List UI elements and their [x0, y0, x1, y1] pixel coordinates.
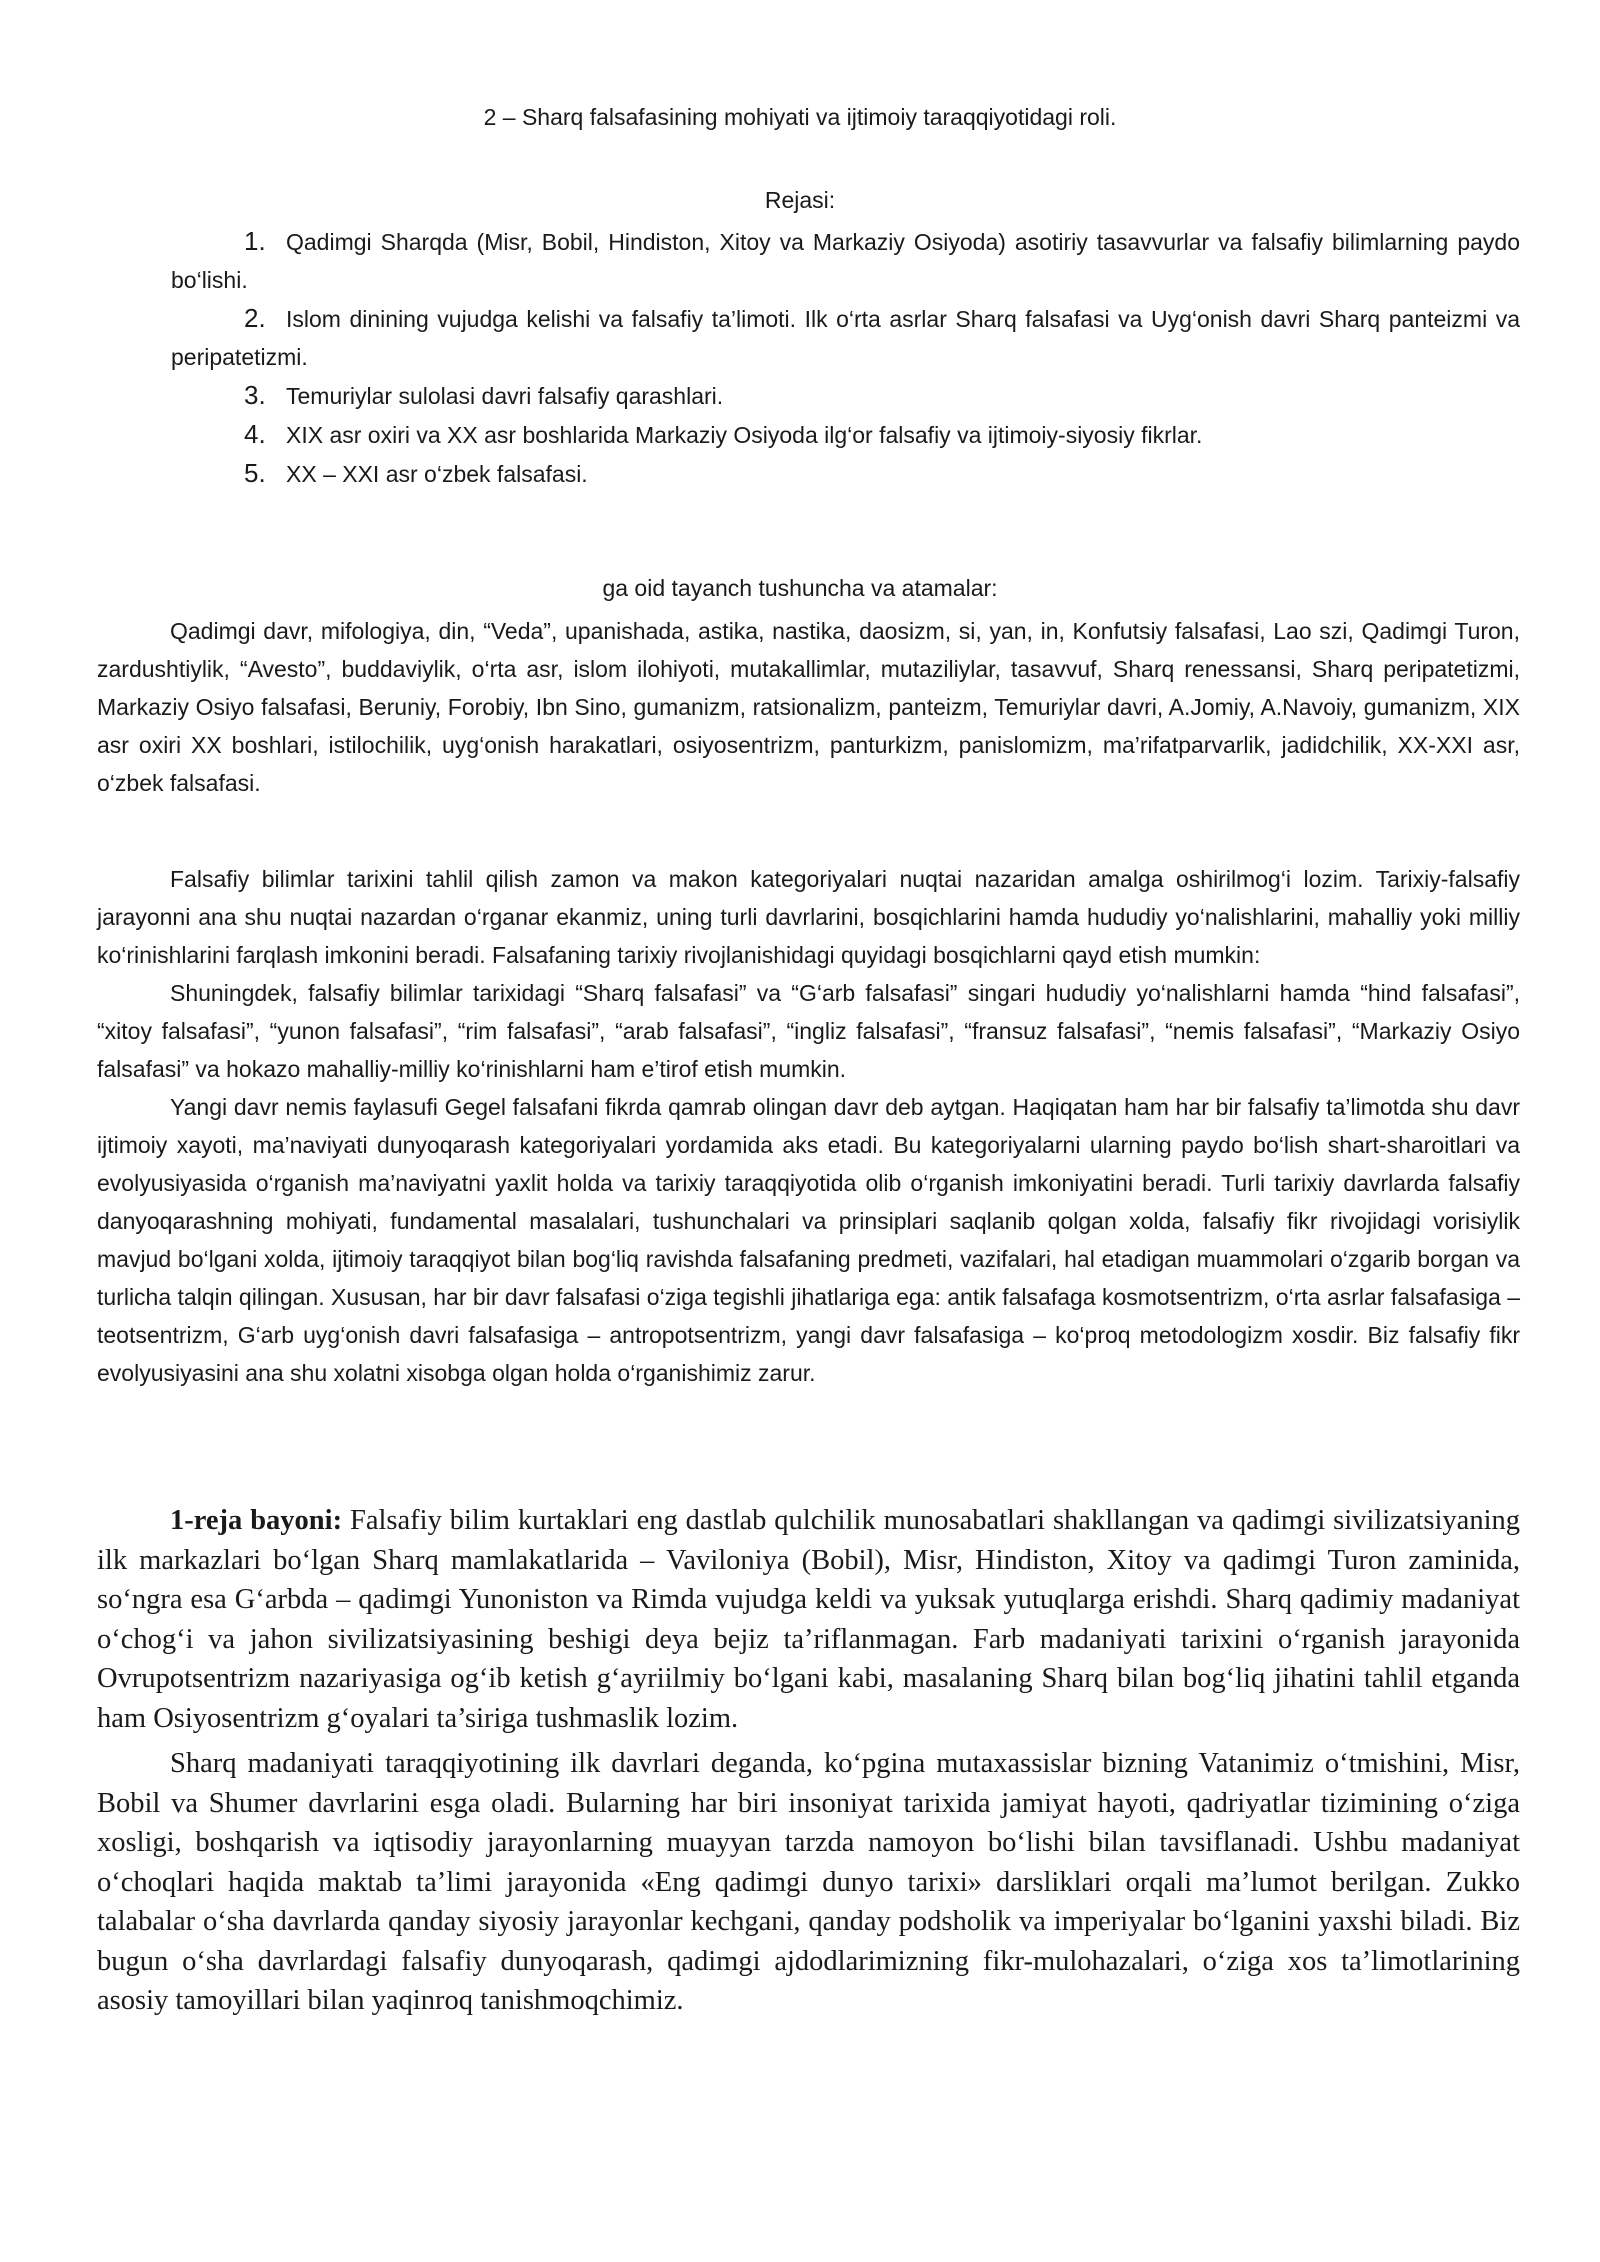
plan-heading: Rejasi:	[764, 187, 836, 213]
section-1-paragraph: Sharq madaniyati taraqqiyotining ilk davrlari deganda, ko‘pgina mutaxassislar bizning Vatanimiz o‘tmishini, Misr, Bobil va Shumer davrlarini esga oladi. Bularning har biri insoniyat tarixida jamiyat hayoti, qadriyatlar tizimining o‘ziga xosligi, boshqarish va iqtisodiy jarayonlarning muayyan tarzda namoyon bo‘lishi bilan tavsiflanadi. Ushbu madaniyat o‘choqlari haqida maktab ta’limi jarayonida «Eng qadimgi dunyo tarixi» darsliklari orqali ma’lumot berilgan. Zukko talabalar o‘sha davrlarda qanday siyosiy jarayonlar kechgani, qanday podsholik va imperiyalar bo‘lganini yaxshi biladi. Biz bugun o‘sha davrlardagi falsafiy dunyoqarash, qadimgi ajdodlarimizning fikr-mulohazalari, o‘ziga xos ta’limotlarining asosiy tamoyillari bilan yaqinroq tanishmoqchimiz.	[97, 1748, 1520, 2016]
plan-item-number: 4.	[244, 419, 266, 449]
plan-item-text: XX – XXI asr o‘zbek falsafasi.	[286, 461, 588, 487]
page-title: 2 – Sharq falsafasining mohiyati va ijtimoiy taraqqiyotidagi roli.	[483, 104, 1117, 130]
intro-paragraph: Shuningdek, falsafiy bilimlar tarixidagi “Sharq falsafasi” va “G‘arb falsafasi” singari hududiy yo‘nalishlarni hamda “hind falsafasi”, “xitoy falsafasi”, “yunon falsafasi”, “rim falsafasi”, “arab falsafasi”, “ingliz falsafasi”, “fransuz falsafasi”, “nemis falsafasi”, “Markaziy Osiyo falsafasi” va hokazo mahalliy-milliy ko‘rinishlarni ham e’tirof etish mumkin.	[97, 980, 1520, 1082]
plan-item-text: Qadimgi Sharqda (Misr, Bobil, Hindiston, Xitoy va Markaziy Osiyoda) asotiriy tasavvurlar va falsafiy bilimlarning paydo bo‘lishi.	[171, 229, 1520, 293]
plan-item-number: 2.	[244, 303, 266, 333]
terms-paragraph: Qadimgi davr, mifologiya, din, “Veda”, upanishada, astika, nastika, daosizm, si, yan, in, Konfutsiy falsafasi, Lao szi, Qadimgi Turon, zardushtiylik, “Avesto”, buddaviylik, o‘rta asr, islom ilohiyoti, mutakallimlar, mutaziliylar, tasavvuf, Sharq renessansi, Sharq peripatetizmi, Markaziy Osiyo falsafasi, Beruniy, Forobiy, Ibn Sino, gumanizm, ratsionalizm, panteizm, Temuriylar davri, A.Jomiy, A.Navoiy, gumanizm, XIX asr oxiri XX boshlari, istilochilik, uyg‘onish harakatlari, osiyosentrizm, panturkizm, panislomizm, ma’rifatparvarlik, jadidchilik, XX-XXI asr, o‘zbek falsafasi.	[97, 618, 1520, 796]
plan-list	[171, 222, 1520, 493]
plan-item	[171, 415, 1520, 454]
section-1-lead: 1-reja bayoni:	[170, 1505, 343, 1536]
plan-item-text: Temuriylar sulolasi davri falsafiy qarashlari.	[286, 383, 724, 409]
intro-section	[97, 860, 1520, 1392]
plan-item	[171, 376, 1520, 415]
intro-paragraph: Falsafiy bilimlar tarixini tahlil qilish zamon va makon kategoriyalari nuqtai nazaridan amalga oshirilmog‘i lozim. Tarixiy-falsafiy jarayonni ana shu nuqtai nazardan o‘rganar ekanmiz, uning turli davrlarini, bosqichlarini hamda hududiy yo‘nalishlarini, mahalliy yoki milliy ko‘rinishlarini farqlash imkonini beradi. Falsafaning tarixiy rivojlanishidagi quyidagi bosqichlarni qayd etish mumkin:	[97, 866, 1520, 968]
plan-item-text: XIX asr oxiri va XX asr boshlarida Markaziy Osiyoda ilg‘or falsafiy va ijtimoiy-siyosiy fikrlar.	[286, 422, 1203, 448]
terms-heading: ga oid tayanch tushuncha va atamalar:	[602, 575, 998, 601]
plan-item-number: 3.	[244, 380, 266, 410]
plan-item-number: 1.	[244, 226, 266, 256]
plan-item-text: Islom dinining vujudga kelishi va falsafiy ta’limoti. Ilk o‘rta asrlar Sharq falsafasi va Uyg‘onish davri Sharq panteizmi va peripatetizmi.	[171, 306, 1520, 370]
plan-item	[171, 222, 1520, 299]
section-1-paragraph	[97, 1501, 1520, 1738]
section-1	[97, 1501, 1520, 2027]
intro-paragraph: Yangi davr nemis faylasufi Gegel falsafani fikrda qamrab olingan davr deb aytgan. Haqiqatan ham har bir falsafiy ta’limotda shu davr ijtimoiy xayoti, ma’naviyati dunyoqarash kategoriyalari yordamida aks etadi. Bu kategoriyalarni ularning paydo bo‘lish shart-sharoitlari va evolyusiyasida o‘rganish ma’naviyatni yaxlit holda va tarixiy taraqqiyotida olib o‘rganish imkoniyatini beradi. Turli tarixiy davrlarda falsafiy danyoqarashning mohiyati, fundamental masalalari, tushunchalari va prinsiplari saqlanib qolgan xolda, falsafiy fikr rivojidagi vorisiylik mavjud bo‘lgani xolda, ijtimoiy taraqqiyot bilan bog‘liq ravishda falsafaning predmeti, vazifalari, hal etadigan muammolari o‘zgarib borgan va turlicha talqin qilingan. Xususan, har bir davr falsafasi o‘ziga tegishli jihatlariga ega: antik falsafaga kosmotsentrizm, o‘rta asrlar falsafasiga – teotsentrizm, G‘arb uyg‘onish davri falsafasiga – antropotsentrizm, yangi davr falsafasiga – ko‘proq metodologizm xosdir. Biz falsafiy fikr evolyusiyasini ana shu xolatni xisobga olgan holda o‘rganishimiz zarur.	[97, 1094, 1520, 1386]
plan-item-number: 5.	[244, 458, 266, 488]
plan-item	[171, 454, 1520, 493]
section-1-text: Falsafiy bilim kurtaklari eng dastlab qulchilik munosabatlari shakllangan va qadimgi sivilizatsiyaning ilk markazlari bo‘lgan Sharq mamlakatlarida – Vaviloniya (Bobil), Misr, Hindiston, Xitoy va qadimgi Turon zaminida, so‘ngra esa G‘arbda – qadimgi Yunoniston va Rimda vujudga keldi va yuksak yutuqlarga erishdi. Sharq qadimiy madaniyat o‘chog‘i va jahon sivilizatsiyasining beshigi deya bejiz ta’riflanmagan. Farb madaniyati tarixini o‘rganish jarayonida Ovrupotsentrizm nazariyasiga og‘ib ketish g‘ayriilmiy bo‘lgani kabi, masalaning Sharq bilan bog‘liq jihatini tahlil etganda ham Osiyosentrizm g‘oyalari ta’siriga tushmaslik lozim.	[97, 1505, 1520, 1734]
plan-item	[171, 299, 1520, 376]
